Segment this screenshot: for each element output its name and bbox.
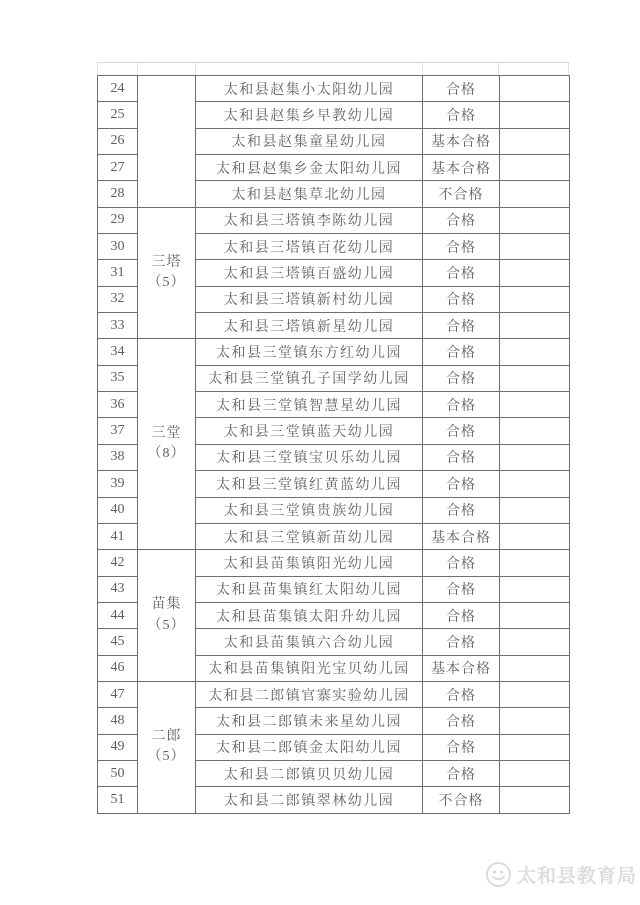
- kindergarten-name-cell: 太和县三塔镇新村幼儿园: [196, 286, 423, 312]
- township-group-cell: [138, 207, 196, 339]
- evaluation-result-cell: 合格: [423, 629, 500, 655]
- evaluation-result-cell: 基本合格: [423, 655, 500, 681]
- remark-cell-empty: [500, 102, 570, 128]
- remark-cell-empty: [500, 576, 570, 602]
- serial-number-cell: 49: [98, 734, 138, 760]
- kindergarten-name-cell: 太和县二郎镇未来星幼儿园: [196, 708, 423, 734]
- evaluation-result-cell: 合格: [423, 76, 500, 102]
- evaluation-result-cell: 基本合格: [423, 128, 500, 154]
- serial-number-cell: 47: [98, 681, 138, 707]
- evaluation-result-cell: 合格: [423, 286, 500, 312]
- serial-number-cell: 48: [98, 708, 138, 734]
- evaluation-result-cell: 合格: [423, 708, 500, 734]
- serial-number-cell: 31: [98, 260, 138, 286]
- evaluation-result-cell: 合格: [423, 444, 500, 470]
- kindergarten-name-cell: 太和县二郎镇翠林幼儿园: [196, 787, 423, 813]
- evaluation-result-cell: 合格: [423, 339, 500, 365]
- kindergarten-name-cell: 太和县赵集草北幼儿园: [196, 181, 423, 207]
- remark-cell-empty: [500, 760, 570, 786]
- township-group-cell: [138, 339, 196, 550]
- serial-number-cell: 50: [98, 760, 138, 786]
- kindergarten-name-cell: 太和县苗集镇阳光宝贝幼儿园: [196, 655, 423, 681]
- kindergarten-name-cell: 太和县二郎镇贝贝幼儿园: [196, 760, 423, 786]
- kindergarten-name-cell: 太和县苗集镇红太阳幼儿园: [196, 576, 423, 602]
- watermark-footer: [485, 861, 637, 888]
- kindergarten-name-cell: 太和县三堂镇红黄蓝幼儿园: [196, 471, 423, 497]
- remark-cell-empty: [500, 787, 570, 813]
- kindergarten-name-cell: 太和县三塔镇百花幼儿园: [196, 234, 423, 260]
- remark-cell-empty: [500, 76, 570, 102]
- kindergarten-name-cell: 太和县三塔镇李陈幼儿园: [196, 207, 423, 233]
- serial-number-cell: 25: [98, 102, 138, 128]
- remark-cell-empty: [500, 339, 570, 365]
- group-name: 苗集: [151, 597, 182, 613]
- remark-cell-empty: [500, 155, 570, 181]
- kindergarten-name-cell: 太和县三堂镇新苗幼儿园: [196, 523, 423, 549]
- remark-cell-empty: [500, 629, 570, 655]
- evaluation-result-cell: 合格: [423, 576, 500, 602]
- group-count: （5）: [147, 749, 186, 765]
- evaluation-result-cell: 基本合格: [423, 155, 500, 181]
- kindergarten-name-cell: 太和县三堂镇贵族幼儿园: [196, 497, 423, 523]
- township-group-cell: [138, 550, 196, 682]
- group-name: 三塔: [151, 254, 182, 270]
- township-group-cell: [138, 76, 196, 208]
- serial-number-cell: 34: [98, 339, 138, 365]
- serial-number-cell: 36: [98, 392, 138, 418]
- evaluation-result-cell: 合格: [423, 471, 500, 497]
- serial-number-cell: 33: [98, 313, 138, 339]
- serial-number-cell: 27: [98, 155, 138, 181]
- kindergarten-name-cell: 太和县苗集镇阳光幼儿园: [196, 550, 423, 576]
- evaluation-result-cell: 合格: [423, 260, 500, 286]
- serial-number-cell: 45: [98, 629, 138, 655]
- remark-cell-empty: [500, 392, 570, 418]
- evaluation-result-cell: 合格: [423, 418, 500, 444]
- evaluation-result-cell: 合格: [423, 497, 500, 523]
- serial-number-cell: 44: [98, 602, 138, 628]
- remark-cell-empty: [500, 128, 570, 154]
- serial-number-cell: 35: [98, 365, 138, 391]
- serial-number-cell: 51: [98, 787, 138, 813]
- results-table-body: [98, 76, 570, 814]
- kindergarten-name-cell: 太和县苗集镇太阳升幼儿园: [196, 602, 423, 628]
- kindergarten-name-cell: 太和县三塔镇新星幼儿园: [196, 313, 423, 339]
- serial-number-cell: 41: [98, 523, 138, 549]
- evaluation-result-cell: 基本合格: [423, 523, 500, 549]
- evaluation-result-cell: 合格: [423, 734, 500, 760]
- remark-cell-empty: [500, 444, 570, 470]
- evaluation-result-cell: 合格: [423, 392, 500, 418]
- evaluation-result-cell: 合格: [423, 760, 500, 786]
- serial-number-cell: 28: [98, 181, 138, 207]
- remark-cell-empty: [500, 234, 570, 260]
- table-row: [98, 76, 570, 102]
- kindergarten-name-cell: 太和县赵集乡金太阳幼儿园: [196, 155, 423, 181]
- kindergarten-name-cell: 太和县三堂镇孔子国学幼儿园: [196, 365, 423, 391]
- serial-number-cell: 43: [98, 576, 138, 602]
- kindergarten-name-cell: 太和县苗集镇六合幼儿园: [196, 629, 423, 655]
- remark-cell-empty: [500, 313, 570, 339]
- evaluation-result-cell: 不合格: [423, 787, 500, 813]
- remark-cell-empty: [500, 181, 570, 207]
- kindergarten-name-cell: 太和县赵集乡早教幼儿园: [196, 102, 423, 128]
- serial-number-cell: 32: [98, 286, 138, 312]
- kindergarten-name-cell: 太和县三堂镇宝贝乐幼儿园: [196, 444, 423, 470]
- remark-cell-empty: [500, 734, 570, 760]
- kindergarten-name-cell: 太和县二郎镇官寨实验幼儿园: [196, 681, 423, 707]
- remark-cell-empty: [500, 260, 570, 286]
- serial-number-cell: 24: [98, 76, 138, 102]
- evaluation-result-cell: 合格: [423, 681, 500, 707]
- serial-number-cell: 38: [98, 444, 138, 470]
- account-logo-icon: [485, 861, 512, 888]
- kindergarten-name-cell: 太和县二郎镇金太阳幼儿园: [196, 734, 423, 760]
- cropped-row-remnant: [97, 62, 569, 76]
- serial-number-cell: 42: [98, 550, 138, 576]
- kindergarten-name-cell: 太和县三堂镇蓝天幼儿园: [196, 418, 423, 444]
- remark-cell-empty: [500, 655, 570, 681]
- serial-number-cell: 40: [98, 497, 138, 523]
- remark-cell-empty: [500, 708, 570, 734]
- remark-cell-empty: [500, 497, 570, 523]
- kindergarten-name-cell: 太和县赵集童星幼儿园: [196, 128, 423, 154]
- group-count: （5）: [147, 617, 186, 633]
- remark-cell-empty: [500, 286, 570, 312]
- evaluation-results-table: [97, 75, 570, 814]
- group-count: （5）: [147, 275, 186, 291]
- table-row: [98, 207, 570, 233]
- evaluation-result-cell: 不合格: [423, 181, 500, 207]
- kindergarten-name-cell: 太和县三塔镇百盛幼儿园: [196, 260, 423, 286]
- evaluation-result-cell: 合格: [423, 234, 500, 260]
- serial-number-cell: 46: [98, 655, 138, 681]
- group-count: （8）: [147, 446, 186, 462]
- evaluation-result-cell: 合格: [423, 207, 500, 233]
- township-group-cell: [138, 681, 196, 813]
- evaluation-result-cell: 合格: [423, 313, 500, 339]
- serial-number-cell: 39: [98, 471, 138, 497]
- account-name: 太和县教育局: [516, 866, 637, 887]
- table-row: [98, 339, 570, 365]
- serial-number-cell: 37: [98, 418, 138, 444]
- group-name: 二郎: [151, 728, 182, 744]
- evaluation-result-cell: 合格: [423, 602, 500, 628]
- serial-number-cell: 29: [98, 207, 138, 233]
- table-row: [98, 550, 570, 576]
- evaluation-result-cell: 合格: [423, 365, 500, 391]
- kindergarten-name-cell: 太和县赵集小太阳幼儿园: [196, 76, 423, 102]
- remark-cell-empty: [500, 523, 570, 549]
- remark-cell-empty: [500, 681, 570, 707]
- serial-number-cell: 30: [98, 234, 138, 260]
- table-row: [98, 681, 570, 707]
- group-name: 三堂: [151, 426, 182, 442]
- serial-number-cell: 26: [98, 128, 138, 154]
- remark-cell-empty: [500, 365, 570, 391]
- evaluation-result-cell: 合格: [423, 102, 500, 128]
- evaluation-result-cell: 合格: [423, 550, 500, 576]
- kindergarten-name-cell: 太和县三堂镇东方红幼儿园: [196, 339, 423, 365]
- remark-cell-empty: [500, 471, 570, 497]
- remark-cell-empty: [500, 207, 570, 233]
- remark-cell-empty: [500, 602, 570, 628]
- remark-cell-empty: [500, 550, 570, 576]
- kindergarten-name-cell: 太和县三堂镇智慧星幼儿园: [196, 392, 423, 418]
- remark-cell-empty: [500, 418, 570, 444]
